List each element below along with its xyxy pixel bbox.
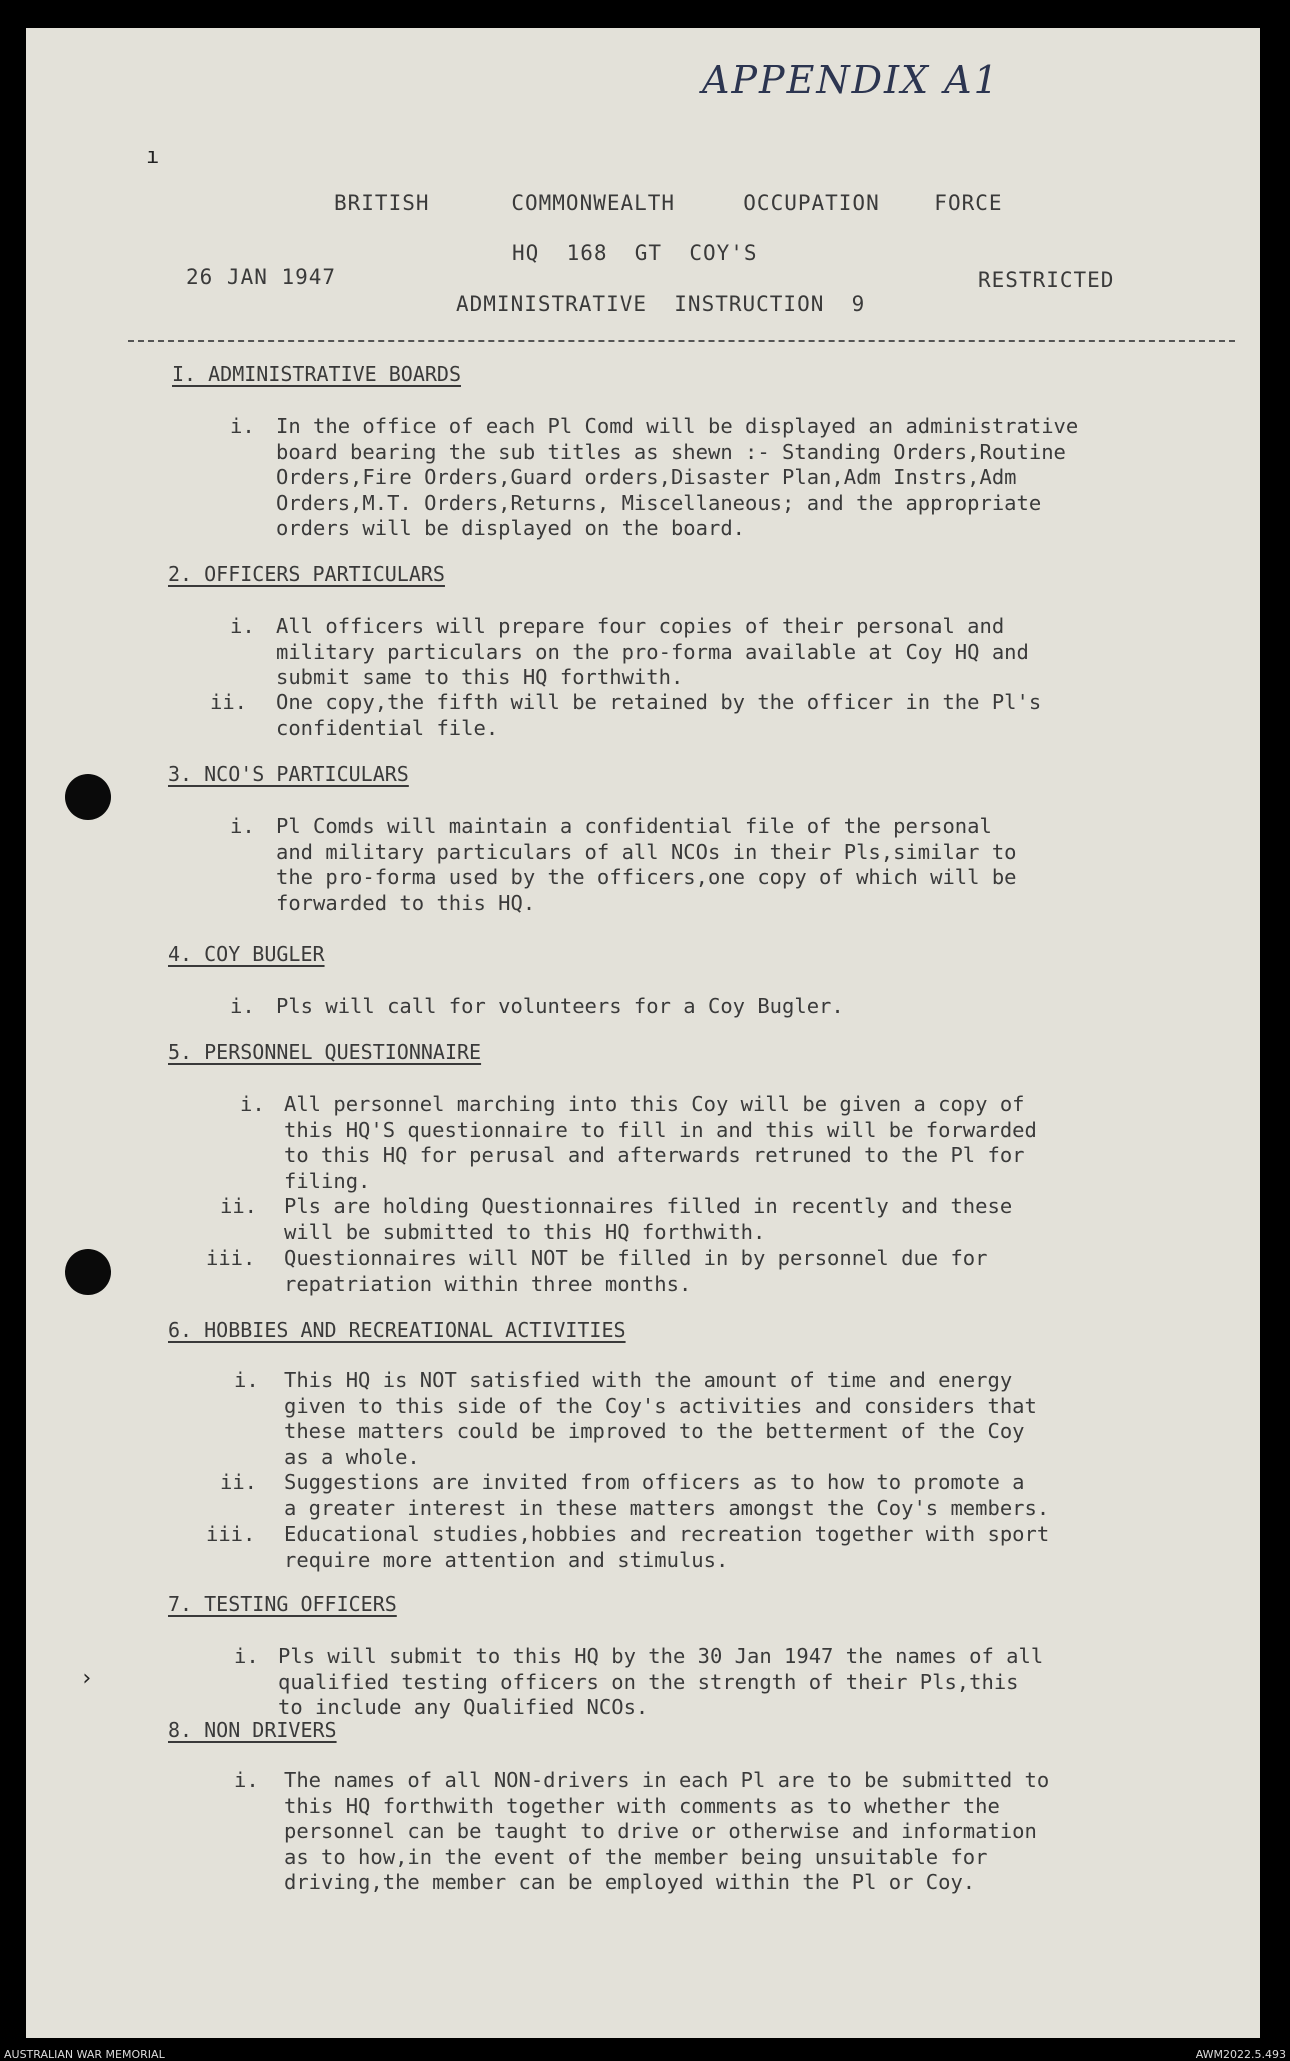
paragraph-line: the pro-forma used by the officers,one copy of which will be xyxy=(276,865,1017,890)
header-force-title: BRITISH COMMONWEALTH OCCUPATION FORCE xyxy=(334,191,1003,215)
paragraph-line: submit same to this HQ forthwith. xyxy=(276,665,684,690)
paragraph-line: given to this side of the Coy's activities and considers that xyxy=(284,1393,1037,1418)
paragraph-line: This HQ is NOT satisfied with the amount of time and energy xyxy=(284,1368,1013,1392)
section-heading: 8. NON DRIVERS xyxy=(168,1718,337,1742)
paragraph-line: The names of all NON-drivers in each Pl are to be submitted to xyxy=(284,1768,1050,1792)
paragraph-line: military particulars on the pro-forma available at Coy HQ and xyxy=(276,639,1029,664)
margin-mark: ı xyxy=(146,144,160,169)
paragraph-line: this HQ forthwith together with comments as to whether the xyxy=(284,1793,1000,1818)
section-heading: 2. OFFICERS PARTICULARS xyxy=(168,562,445,586)
footer-accession: AWM2022.5.493 xyxy=(1195,2048,1286,2061)
paragraph-line: Pls will call for volunteers for a Coy Bugler. xyxy=(276,994,844,1018)
paragraph-line: board bearing the sub titles as shewn :- Standing Orders,Routine xyxy=(276,439,1066,464)
punch-hole-lower xyxy=(65,1249,111,1295)
paragraph-line: repatriation within three months. xyxy=(284,1271,692,1296)
paragraph-line: Pls are holding Questionnaires filled in recently and these xyxy=(284,1194,1013,1218)
section-heading: 7. TESTING OFFICERS xyxy=(168,1592,397,1616)
header-unit: HQ 168 GT COY'S xyxy=(512,241,758,265)
paragraph-number: i. xyxy=(230,614,255,638)
paragraph-line: Educational studies,hobbies and recreation together with sport xyxy=(284,1522,1050,1546)
paragraph-line: In the office of each Pl Comd will be displayed an administrative xyxy=(276,414,1079,438)
paragraph-line: forwarded to this HQ. xyxy=(276,890,536,915)
section-heading: 6. HOBBIES AND RECREATIONAL ACTIVITIES xyxy=(168,1318,626,1342)
paragraph-line: Suggestions are invited from officers as to how to promote a xyxy=(284,1470,1025,1494)
paragraph-line: and military particulars of all NCOs in their Pls,similar to xyxy=(276,839,1017,864)
paragraph-number: i. xyxy=(230,814,255,838)
paragraph-number: ii. xyxy=(210,690,248,714)
paragraph-line: driving,the member can be employed within the Pl or Coy. xyxy=(284,1870,976,1895)
margin-mark: › xyxy=(80,1666,94,1691)
paragraph-line: this HQ'S questionnaire to fill in and this will be forwarded xyxy=(284,1117,1037,1142)
paragraph-line: Pl Comds will maintain a confidential file of the personal xyxy=(276,814,992,838)
paragraph-line: confidential file. xyxy=(276,715,499,740)
header-date: 26 JAN 1947 xyxy=(186,265,337,289)
paragraph-number: i. xyxy=(230,414,255,438)
paragraph-number: i. xyxy=(234,1768,259,1792)
paragraph-line: Orders,Fire Orders,Guard orders,Disaster Plan,Adm Instrs,Adm xyxy=(276,465,1017,490)
paragraph-line: All personnel marching into this Coy will be given a copy of xyxy=(284,1092,1025,1116)
paragraph-line: All officers will prepare four copies of their personal and xyxy=(276,614,1005,638)
paragraph-line: as a whole. xyxy=(284,1444,420,1469)
paragraph-line: to this HQ for perusal and afterwards retruned to the Pl for xyxy=(284,1143,1025,1168)
paragraph-line: personnel can be taught to drive or otherwise and information xyxy=(284,1819,1037,1844)
paragraph-number: ii. xyxy=(220,1470,258,1494)
section-heading: 5. PERSONNEL QUESTIONNAIRE xyxy=(168,1040,482,1064)
punch-hole-upper xyxy=(65,774,111,820)
paragraph-number: i. xyxy=(234,1368,259,1392)
paragraph-number: i. xyxy=(234,1644,259,1668)
paragraph-number: i. xyxy=(230,994,255,1018)
paragraph-line: will be submitted to this HQ forthwith. xyxy=(284,1219,766,1244)
section-heading: I. ADMINISTRATIVE BOARDS xyxy=(172,362,461,386)
paragraph-line: require more attention and stimulus. xyxy=(284,1547,729,1572)
header-classification: RESTRICTED xyxy=(978,268,1115,292)
paragraph-number: ii. xyxy=(220,1194,258,1218)
section-heading: 4. COY BUGLER xyxy=(168,942,325,966)
paragraph-line: these matters could be improved to the betterment of the Coy xyxy=(284,1419,1025,1444)
paragraph-line: a greater interest in these matters amongst the Coy's members. xyxy=(284,1495,1050,1520)
paragraph-line: Questionnaires will NOT be filled in by personnel due for xyxy=(284,1246,988,1270)
paragraph-line: as to how,in the event of the member being unsuitable for xyxy=(284,1844,988,1869)
header-instruction-title: ADMINISTRATIVE INSTRUCTION 9 xyxy=(456,292,866,316)
appendix-annotation: APPENDIX A1 xyxy=(702,58,1000,102)
paragraph-line: One copy,the fifth will be retained by the officer in the Pl's xyxy=(276,690,1042,714)
section-heading: 3. NCO'S PARTICULARS xyxy=(168,762,409,786)
paragraph-line: Pls will submit to this HQ by the 30 Jan 1947 the names of all xyxy=(278,1644,1044,1668)
paragraph-line: filing. xyxy=(284,1168,371,1193)
footer-source: AUSTRALIAN WAR MEMORIAL xyxy=(4,2048,165,2061)
paragraph-number: iii. xyxy=(206,1522,256,1546)
paragraph-line: to include any Qualified NCOs. xyxy=(278,1695,649,1720)
paragraph-line: Orders,M.T. Orders,Returns, Miscellaneous; and the appropriate xyxy=(276,490,1042,515)
paragraph-line: orders will be displayed on the board. xyxy=(276,516,745,541)
paragraph-number: iii. xyxy=(206,1246,256,1270)
header-divider xyxy=(128,340,1235,342)
paragraph-line: qualified testing officers on the strength of their Pls,this xyxy=(278,1669,1019,1694)
paragraph-number: i. xyxy=(240,1092,265,1116)
